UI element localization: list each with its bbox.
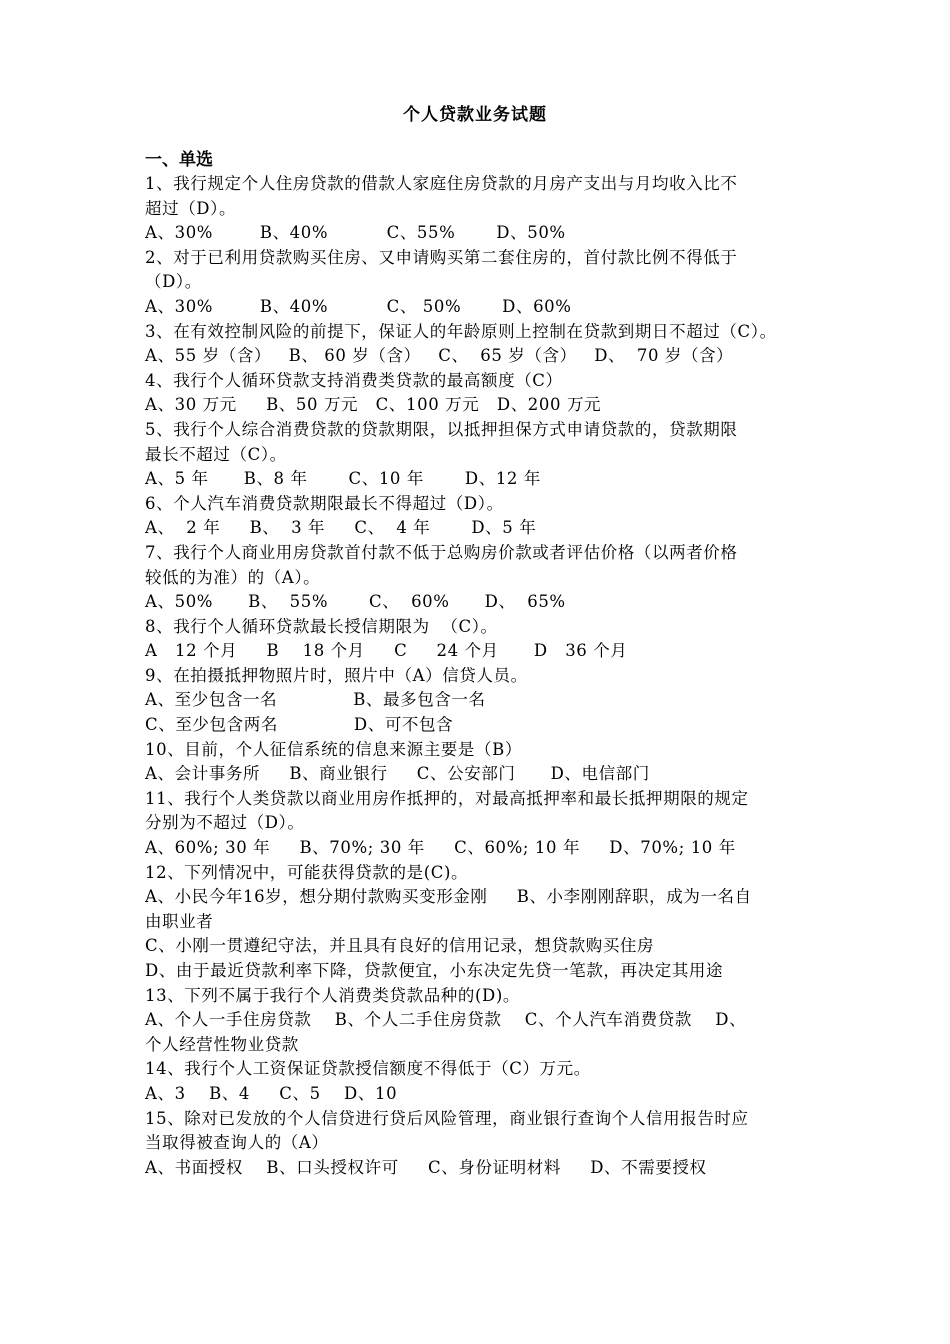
text-line: 14、我行个人工资保证贷款授信额度不得低于（C）万元。 [145, 1059, 591, 1079]
text-line: A、60%; 30 年 B、70%; 30 年 C、60%; 10 年 D、70%; 10 年 [145, 838, 736, 858]
text-line: 超过（D）。 [145, 198, 237, 218]
text-line: 11、我行个人类贷款以商业用房作抵押的，对最高抵押率和最长抵押期限的规定 [145, 788, 749, 808]
text-line: C、小刚一贯遵纪守法，并且具有良好的信用记录，想贷款购买住房 [145, 936, 655, 956]
text-line: A、30 万元 B、50 万元 C、100 万元 D、200 万元 [145, 395, 602, 415]
text-line: C、至少包含两名 D、可不包含 [145, 715, 454, 735]
text-line: 分别为不超过（D）。 [145, 813, 305, 833]
text-line: A、个人一手住房贷款 B、个人二手住房贷款 C、个人汽车消费贷款 D、 [145, 1010, 747, 1030]
section-heading: 一、单选 [145, 150, 213, 170]
text-line: A、会计事务所 B、商业银行 C、公安部门 D、电信部门 [145, 764, 650, 784]
text-line: A、55 岁（含） B、 60 岁（含） C、 65 岁（含） D、 70 岁（含） [145, 346, 734, 366]
text-line: A、至少包含一名 B、最多包含一名 [145, 690, 486, 710]
text-line: 13、下列不属于我行个人消费类贷款品种的(D)。 [145, 985, 520, 1005]
document-title: 个人贷款业务试题 [403, 105, 547, 125]
text-line: 15、除对已发放的个人信贷进行贷后风险管理，商业银行查询个人信用报告时应 [145, 1108, 749, 1128]
text-line: 3、在有效控制风险的前提下，保证人的年龄原则上控制在贷款到期日不超过（C）。 [145, 321, 777, 341]
text-line: 1、我行规定个人住房贷款的借款人家庭住房贷款的月房产支出与月均收入比不 [145, 174, 738, 193]
text-line: 7、我行个人商业用房贷款首付款不低于总购房价款或者评估价格（以两者价格 [145, 542, 738, 562]
text-line: 最长不超过（C）。 [145, 444, 287, 464]
text-line: 当取得被查询人的（A） [145, 1133, 329, 1153]
text-line: 4、我行个人循环贷款支持消费类贷款的最高额度（C） [145, 370, 563, 390]
text-line: 10、目前，个人征信系统的信息来源主要是（B） [145, 739, 522, 759]
document-body [145, 148, 810, 1180]
text-line: A、50% B、 55% C、 60% D、 65% [145, 592, 566, 612]
text-line: 12、下列情况中，可能获得贷款的是(C)。 [145, 862, 469, 882]
text-line: A、小民今年16岁，想分期付款购买变形金刚 B、小李刚刚辞职，成为一名自 [145, 887, 752, 907]
text-line: A 12 个月 B 18 个月 C 24 个月 D 36 个月 [145, 641, 628, 661]
text-line: A、书面授权 B、口头授权许可 C、身份证明材料 D、不需要授权 [145, 1157, 707, 1177]
text-line: 9、在拍摄抵押物照片时，照片中（A）信贷人员。 [145, 665, 528, 685]
text-line: A、 2 年 B、 3 年 C、 4 年 D、5 年 [145, 518, 537, 538]
text-line: 由职业者 [145, 911, 214, 931]
text-line: （D）。 [145, 272, 202, 292]
text-line: 2、对于已利用贷款购买住房、又申请购买第二套住房的，首付款比例不得低于 [145, 247, 738, 267]
text-line: A、30% B、40% C、 50% D、60% [145, 296, 572, 316]
text-line: 6、个人汽车消费贷款期限最长不得超过（D）。 [145, 493, 504, 513]
text-line: A、5 年 B、8 年 C、10 年 D、12 年 [145, 469, 541, 489]
text-line: 8、我行个人循环贷款最长授信期限为 （C）。 [145, 616, 498, 636]
text-line: A、30% B、40% C、55% D、50% [145, 223, 566, 243]
text-line: A、3 B、4 C、5 D、10 [145, 1083, 398, 1103]
text-line: 较低的为准）的（A）。 [145, 567, 321, 587]
question-list [145, 172, 810, 1180]
text-line: 个人经营性物业贷款 [145, 1034, 299, 1054]
text-line: 5、我行个人综合消费贷款的贷款期限，以抵押担保方式申请贷款的，贷款期限 [145, 419, 738, 439]
text-line: D、由于最近贷款利率下降，贷款便宜，小东决定先贷一笔款，再决定其用途 [145, 961, 724, 980]
